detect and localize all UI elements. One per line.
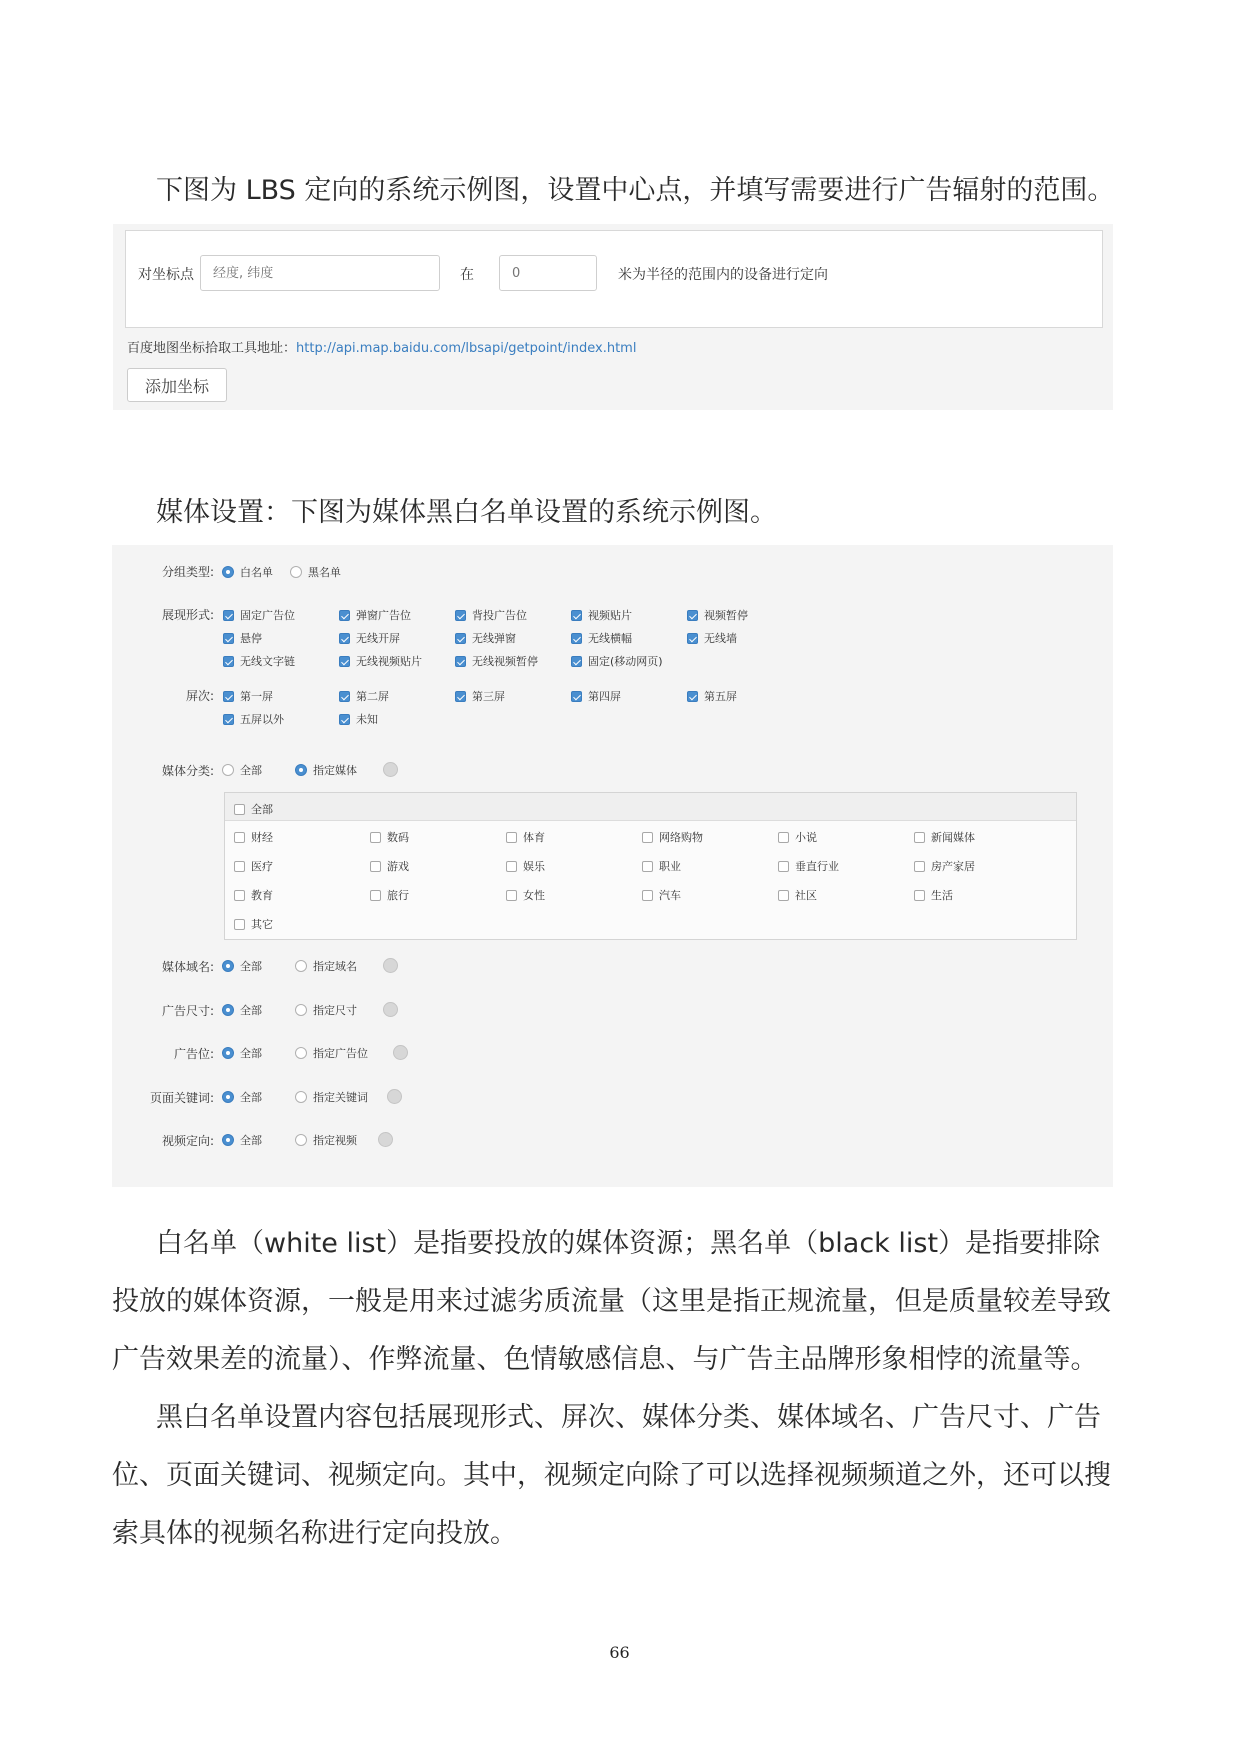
targeting-all-radio[interactable]: 全部 xyxy=(222,1002,262,1018)
group-blacklist-radio[interactable]: 黑名单 xyxy=(290,564,341,580)
help-icon[interactable] xyxy=(383,1002,398,1017)
checkbox-checked-icon xyxy=(223,691,234,702)
radio-empty-icon xyxy=(290,566,302,578)
checkbox-empty-icon xyxy=(914,861,925,872)
display-form-checkbox[interactable]: 无线弹窗 xyxy=(455,630,516,646)
radio-selected-icon xyxy=(222,566,234,578)
media-list-screenshot xyxy=(112,545,1113,1187)
media-category-specified-radio[interactable]: 指定媒体 xyxy=(295,762,357,778)
category-checkbox[interactable]: 新闻媒体 xyxy=(914,829,975,845)
checkbox-checked-icon xyxy=(455,691,466,702)
radius-suffix: 米为半径的范围内的设备进行定向 xyxy=(618,267,828,283)
targeting-row-label: 广告位: xyxy=(173,1047,214,1061)
targeting-row-label: 媒体域名: xyxy=(161,960,214,974)
checkbox-checked-icon xyxy=(571,691,582,702)
display-form-checkbox[interactable]: 视频暂停 xyxy=(687,607,748,623)
radio-selected-icon xyxy=(222,960,234,972)
group-whitelist-radio[interactable]: 白名单 xyxy=(222,564,273,580)
checkbox-empty-icon xyxy=(234,832,245,843)
checkbox-checked-icon xyxy=(223,610,234,621)
checkbox-empty-icon xyxy=(506,861,517,872)
category-checkbox[interactable]: 汽车 xyxy=(642,887,681,903)
display-form-checkbox[interactable]: 视频贴片 xyxy=(571,607,632,623)
screen-checkbox[interactable]: 第五屏 xyxy=(687,688,737,704)
targeting-specified-radio[interactable]: 指定关键词 xyxy=(295,1089,368,1105)
group-type-label: 分组类型: xyxy=(161,565,214,579)
checkbox-checked-icon xyxy=(687,691,698,702)
display-form-checkbox[interactable]: 无线开屏 xyxy=(339,630,400,646)
category-checkbox[interactable]: 教育 xyxy=(234,887,273,903)
category-checkbox[interactable]: 医疗 xyxy=(234,858,273,874)
targeting-row-label: 广告尺寸: xyxy=(161,1003,214,1018)
category-checkbox[interactable]: 生活 xyxy=(914,887,953,903)
add-coordinate-button[interactable]: 添加坐标 xyxy=(127,368,227,402)
checkbox-empty-icon xyxy=(778,890,789,901)
screen-checkbox[interactable]: 第一屏 xyxy=(223,688,273,704)
help-icon[interactable] xyxy=(393,1045,408,1060)
category-checkbox[interactable]: 财经 xyxy=(234,829,273,845)
display-form-checkbox[interactable]: 无线视频暂停 xyxy=(455,653,538,669)
category-checkbox[interactable]: 社区 xyxy=(778,887,817,903)
checkbox-checked-icon xyxy=(455,656,466,667)
help-icon[interactable] xyxy=(383,958,398,973)
radio-selected-icon xyxy=(222,1047,234,1059)
page-number: 66 xyxy=(609,1643,630,1662)
display-form-checkbox[interactable]: 固定(移动网页) xyxy=(571,653,663,669)
radio-selected-icon xyxy=(222,1134,234,1146)
display-form-checkbox[interactable]: 无线视频贴片 xyxy=(339,653,422,669)
category-checkbox[interactable]: 娱乐 xyxy=(506,858,545,874)
lbs-screenshot xyxy=(113,224,1113,410)
checkbox-checked-icon xyxy=(339,633,350,644)
category-checkbox[interactable]: 小说 xyxy=(778,829,817,845)
screen-label: 屏次: xyxy=(185,689,214,703)
screen-checkbox[interactable]: 第三屏 xyxy=(455,688,505,704)
lbs-form xyxy=(125,230,1103,328)
checkbox-empty-icon xyxy=(234,804,245,815)
radius-input[interactable] xyxy=(499,255,597,291)
radio-empty-icon xyxy=(295,1047,307,1059)
checkbox-empty-icon xyxy=(642,890,653,901)
checkbox-checked-icon xyxy=(339,691,350,702)
in-label: 在 xyxy=(460,267,474,283)
checkbox-checked-icon xyxy=(223,656,234,667)
checkbox-empty-icon xyxy=(914,832,925,843)
display-form-checkbox[interactable]: 无线横幅 xyxy=(571,630,632,646)
radio-empty-icon xyxy=(295,1004,307,1016)
category-checkbox[interactable]: 数码 xyxy=(370,829,409,845)
checkbox-empty-icon xyxy=(506,890,517,901)
targeting-row-label: 视频定向: xyxy=(161,1134,214,1148)
checkbox-empty-icon xyxy=(778,861,789,872)
media-section-heading: 媒体设置：下图为媒体黑白名单设置的系统示例图。 xyxy=(156,497,777,528)
targeting-specified-radio[interactable]: 指定视频 xyxy=(295,1132,357,1148)
screen-checkbox[interactable]: 第四屏 xyxy=(571,688,621,704)
help-icon[interactable] xyxy=(378,1132,393,1147)
targeting-specified-radio[interactable]: 指定域名 xyxy=(295,958,357,974)
checkbox-empty-icon xyxy=(506,832,517,843)
screen-checkbox[interactable]: 五屏以外 xyxy=(223,711,284,727)
map-tool-link[interactable]: http://api.map.baidu.com/lbsapi/getpoint/index.html xyxy=(296,341,637,356)
category-box xyxy=(224,792,1077,940)
category-checkbox[interactable]: 房产家居 xyxy=(914,858,975,874)
targeting-all-radio[interactable]: 全部 xyxy=(222,1045,262,1061)
category-checkbox[interactable]: 女性 xyxy=(506,887,545,903)
checkbox-checked-icon xyxy=(339,714,350,725)
map-tool-label: 百度地图坐标拾取工具地址： xyxy=(127,341,297,356)
category-checkbox[interactable]: 其它 xyxy=(234,916,273,932)
coord-label: 对坐标点 xyxy=(138,267,194,283)
checkbox-checked-icon xyxy=(455,633,466,644)
screen-checkbox[interactable]: 未知 xyxy=(339,711,378,727)
checkbox-empty-icon xyxy=(234,890,245,901)
display-form-checkbox[interactable]: 背投广告位 xyxy=(455,607,527,623)
targeting-all-radio[interactable]: 全部 xyxy=(222,958,262,974)
checkbox-empty-icon xyxy=(778,832,789,843)
checkbox-checked-icon xyxy=(223,714,234,725)
checkbox-checked-icon xyxy=(339,610,350,621)
category-checkbox[interactable]: 游戏 xyxy=(370,858,409,874)
display-form-checkbox[interactable]: 无线墙 xyxy=(687,630,737,646)
help-icon[interactable] xyxy=(387,1089,402,1104)
display-form-checkbox[interactable]: 悬停 xyxy=(223,630,262,646)
category-all-checkbox[interactable]: 全部 xyxy=(234,801,273,817)
screen-checkbox[interactable]: 第二屏 xyxy=(339,688,389,704)
targeting-row-label: 页面关键词: xyxy=(149,1090,214,1105)
checkbox-checked-icon xyxy=(455,610,466,621)
radio-selected-icon xyxy=(222,1091,234,1103)
lbs-section-heading: 下图为 LBS 定向的系统示例图，设置中心点，并填写需要进行广告辐射的范围。 xyxy=(156,175,1115,206)
category-checkbox[interactable]: 旅行 xyxy=(370,887,409,903)
targeting-all-radio[interactable]: 全部 xyxy=(222,1132,262,1148)
checkbox-checked-icon xyxy=(223,633,234,644)
radio-selected-icon xyxy=(222,1004,234,1016)
list-settings-paragraph: 黑白名单设置内容包括展现形式、屏次、媒体分类、媒体域名、广告尺寸、广告位、页面关键词、视频定向。其中，视频定向除了可以选择视频频道之外，还可以搜索具体的视频名称进行定向投放。 xyxy=(112,1402,1111,1549)
display-form-checkbox[interactable]: 弹窗广告位 xyxy=(339,607,411,623)
checkbox-empty-icon xyxy=(234,919,245,930)
radio-empty-icon xyxy=(295,1134,307,1146)
checkbox-empty-icon xyxy=(642,832,653,843)
checkbox-empty-icon xyxy=(234,861,245,872)
media-category-label: 媒体分类: xyxy=(161,764,214,778)
checkbox-checked-icon xyxy=(571,610,582,621)
radio-empty-icon xyxy=(222,764,234,776)
checkbox-empty-icon xyxy=(914,890,925,901)
radio-empty-icon xyxy=(295,1091,307,1103)
checkbox-checked-icon xyxy=(571,656,582,667)
category-checkbox[interactable]: 垂直行业 xyxy=(778,858,839,874)
coord-input[interactable] xyxy=(200,255,440,291)
checkbox-empty-icon xyxy=(370,890,381,901)
whitelist-blacklist-paragraph: 白名单（white list）是指要投放的媒体资源；黑名单（black list）是指要排除投放的媒体资源，一般是用来过滤劣质流量（这里是指正规流量，但是质量较差导致广告效果差的流量）、作弊流量、色情敏感信息、与广告主品牌形象相悖的流量等。 xyxy=(112,1228,1111,1375)
category-checkbox[interactable]: 体育 xyxy=(506,829,545,845)
display-form-checkbox[interactable]: 固定广告位 xyxy=(223,607,295,623)
display-form-label: 展现形式: xyxy=(161,608,214,622)
media-category-all-radio[interactable]: 全部 xyxy=(222,762,262,778)
help-icon[interactable] xyxy=(383,762,398,777)
checkbox-checked-icon xyxy=(571,633,582,644)
radio-selected-icon xyxy=(295,764,307,776)
targeting-specified-radio[interactable]: 指定广告位 xyxy=(295,1045,368,1061)
checkbox-checked-icon xyxy=(339,656,350,667)
category-checkbox[interactable]: 职业 xyxy=(642,858,681,874)
display-form-checkbox[interactable]: 无线文字链 xyxy=(223,653,295,669)
category-checkbox[interactable]: 网络购物 xyxy=(642,829,703,845)
map-tool-line xyxy=(127,337,636,356)
checkbox-empty-icon xyxy=(642,861,653,872)
checkbox-empty-icon xyxy=(370,832,381,843)
radio-empty-icon xyxy=(295,960,307,972)
checkbox-checked-icon xyxy=(687,610,698,621)
targeting-specified-radio[interactable]: 指定尺寸 xyxy=(295,1002,357,1018)
checkbox-checked-icon xyxy=(687,633,698,644)
category-box-header xyxy=(225,793,1076,821)
targeting-all-radio[interactable]: 全部 xyxy=(222,1089,262,1105)
checkbox-empty-icon xyxy=(370,861,381,872)
